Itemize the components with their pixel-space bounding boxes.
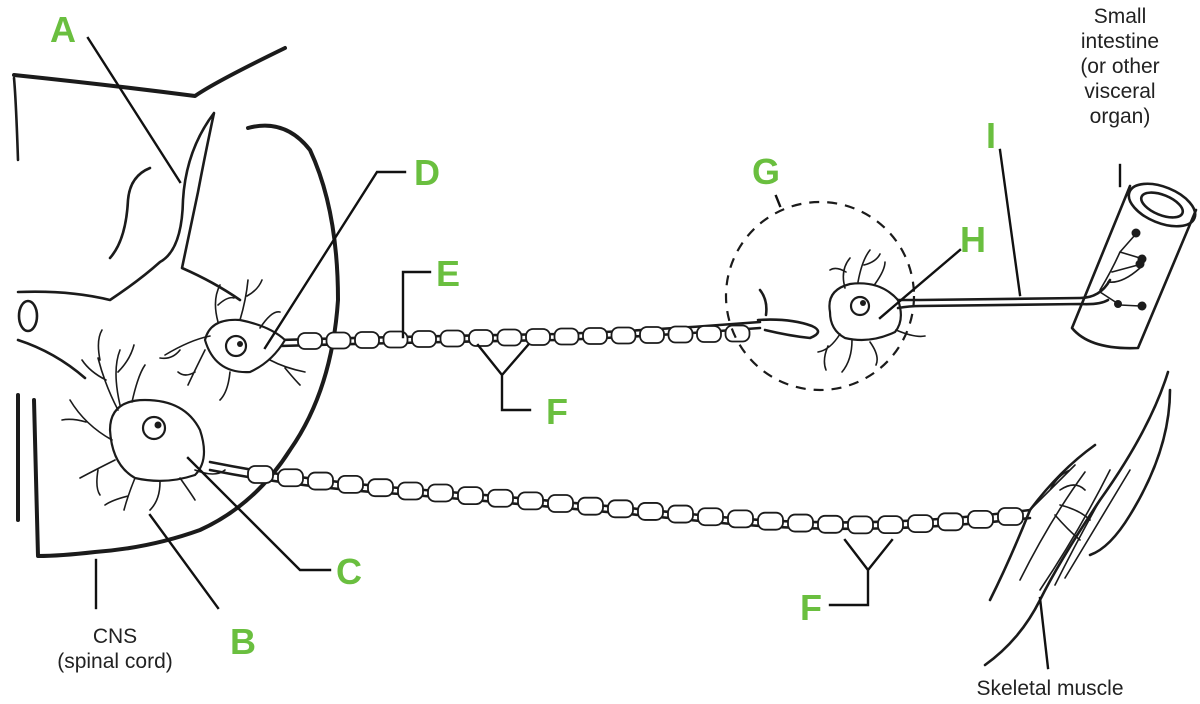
myelin-segment [428, 484, 453, 501]
label-F-top: F [546, 391, 568, 432]
myelin-segment [908, 515, 933, 532]
myelin-segment [669, 327, 693, 343]
myelin-segment [968, 511, 993, 528]
caption-muscle: Skeletal muscle [976, 677, 1124, 700]
myelin-segment [526, 329, 550, 345]
myelin-segment [555, 329, 579, 345]
myelin-sheath-bottom [248, 466, 1023, 533]
label-D: D [414, 152, 440, 193]
label-B: B [230, 621, 256, 662]
myelin-segment [498, 330, 522, 346]
myelin-segment [278, 469, 303, 486]
myelin-segment [458, 487, 483, 504]
label-I: I [986, 115, 997, 156]
myelin-segment [758, 513, 783, 530]
myelin-segment [548, 495, 573, 512]
somatic-motor-neuron-soma [62, 330, 225, 510]
myelin-segment [698, 508, 723, 525]
preganglionic-neuron-soma [160, 280, 305, 400]
myelin-segment [412, 331, 436, 347]
myelin-segment [488, 490, 513, 507]
myelin-segment [608, 500, 633, 517]
myelin-segment [668, 506, 693, 523]
myelin-segment [355, 332, 379, 348]
myelin-segment [726, 326, 750, 342]
myelin-segment [728, 510, 753, 527]
myelin-segment [612, 328, 636, 344]
myelin-segment [998, 508, 1023, 525]
myelin-segment [697, 326, 721, 342]
label-H: H [960, 219, 986, 260]
caption-cns: CNS (spinal cord) [57, 625, 173, 673]
myelin-segment [938, 513, 963, 530]
label-E: E [436, 253, 461, 294]
small-intestine [1072, 175, 1200, 348]
somatic-motor-axon [210, 462, 1030, 533]
myelin-segment [327, 333, 351, 349]
myelin-segment [583, 328, 607, 344]
label-C: C [336, 551, 362, 592]
myelin-segment [368, 479, 393, 496]
myelin-segment [298, 333, 322, 349]
label-G: G [752, 151, 781, 192]
preganglionic-axon [280, 290, 818, 349]
myelin-segment [640, 327, 664, 343]
myelin-segment [848, 516, 873, 533]
ganglionic-neuron-soma [818, 250, 1110, 372]
myelin-segment [638, 503, 663, 520]
label-A: A [50, 9, 76, 50]
myelin-segment [308, 473, 333, 490]
myelin-segment [469, 330, 493, 346]
myelin-segment [338, 476, 363, 493]
myelin-segment [518, 492, 543, 509]
myelin-segment [818, 516, 843, 533]
myelin-sheath-top [298, 326, 750, 350]
caption-organ: Small intestine (or other visceral organ) [1080, 5, 1160, 128]
label-F-bottom: F [800, 587, 822, 628]
myelin-segment [578, 498, 603, 515]
myelin-segment [398, 482, 423, 499]
myelin-segment [441, 331, 465, 347]
myelin-segment [248, 466, 273, 483]
myelin-segment [788, 515, 813, 532]
myelin-segment [878, 516, 903, 533]
